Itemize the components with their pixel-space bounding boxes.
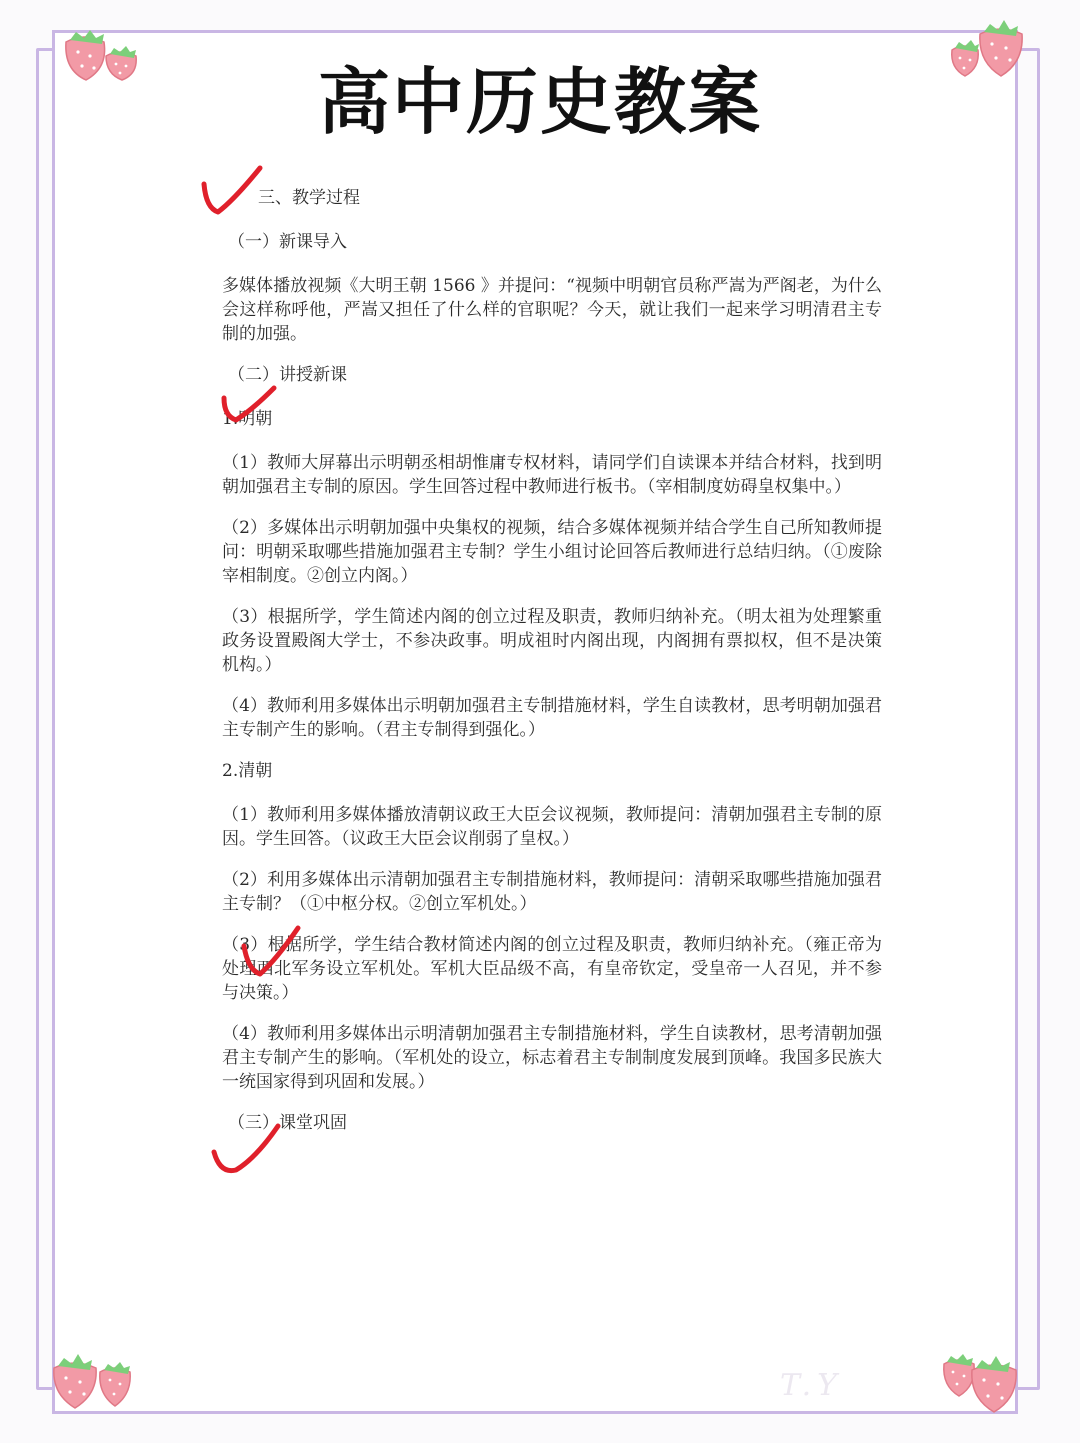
check-mark-icon bbox=[206, 1118, 290, 1180]
subheading-ming: 1.明朝 bbox=[222, 409, 273, 429]
qing-item: （2）利用多媒体出示清朝加强君主专制措施材料，教师提问：清朝采取哪些措施加强君主专制？（①中枢分权。②创立军机处。） bbox=[222, 870, 882, 914]
ming-item: （1）教师大屏幕出示明朝丞相胡惟庸专权材料，请同学们自读课本并结合材料，找到明朝加强君主专制的原因。学生回答过程中教师进行板书。（宰相制度妨碍皇权集中。） bbox=[222, 453, 882, 497]
lesson-content bbox=[222, 186, 882, 1155]
ming-item: （4）教师利用多媒体出示明朝加强君主专制措施材料，学生自读教材，思考明朝加强君主专制产生的影响。（君主专制得到强化。） bbox=[222, 696, 882, 740]
ming-item: （3）根据所学，学生简述内阁的创立过程及职责，教师归纳补充。（明太祖为处理繁重政务设置殿阁大学士，不参决政事。明成祖时内阁出现，内阁拥有票拟权，但不是决策机构。） bbox=[222, 607, 882, 675]
ming-item: （2）多媒体出示明朝加强中央集权的视频，结合多媒体视频并结合学生自己所知教师提问：明朝采取哪些措施加强君主专制？学生小组讨论回答后教师进行总结归纳。（①废除宰相制度。②创立内阁。） bbox=[222, 518, 882, 586]
section-heading-new-lesson: （二）讲授新课 bbox=[228, 365, 347, 385]
strawberry-icon bbox=[50, 1346, 140, 1412]
qing-item: （4）教师利用多媒体出示明清朝加强君主专制措施材料，学生自读教材，思考清朝加强君主专制产生的影响。（军机处的设立，标志着君主专制制度发展到顶峰。我国多民族大一统国家得到巩固和发展。） bbox=[222, 1024, 882, 1092]
check-mark-icon bbox=[196, 160, 270, 224]
qing-item: （3）根据所学，学生结合教材简述内阁的创立过程及职责，教师归纳补充。（雍正帝为处理西北军务设立军机处。军机大臣品级不高，有皇帝钦定，受皇帝一人召见，并不参与决策。） bbox=[222, 935, 882, 1003]
section-heading-intro: （一）新课导入 bbox=[228, 232, 347, 252]
check-mark-icon bbox=[216, 380, 286, 430]
qing-item: （1）教师利用多媒体播放清朝议政王大臣会议视频，教师提问：清朝加强君主专制的原因。学生回答。（议政王大臣会议削弱了皇权。） bbox=[222, 805, 882, 849]
strawberry-icon bbox=[940, 1350, 1030, 1416]
signature-watermark: T.Y bbox=[780, 1368, 843, 1403]
intro-paragraph: 多媒体播放视频《大明王朝 1566 》并提问：“视频中明朝官员称严嵩为严阁老，为什么会这样称呼他，严嵩又担任了什么样的官职呢？今天，就让我们一起来学习明清君主专制的加强。 bbox=[222, 276, 882, 344]
subheading-qing: 2.清朝 bbox=[222, 761, 273, 781]
page-title: 高中历史教案 bbox=[317, 60, 762, 144]
section-heading-consolidation: （三）课堂巩固 bbox=[228, 1113, 347, 1133]
section-heading-teaching-process: 三、教学过程 bbox=[258, 188, 360, 208]
check-mark-icon bbox=[236, 920, 310, 984]
